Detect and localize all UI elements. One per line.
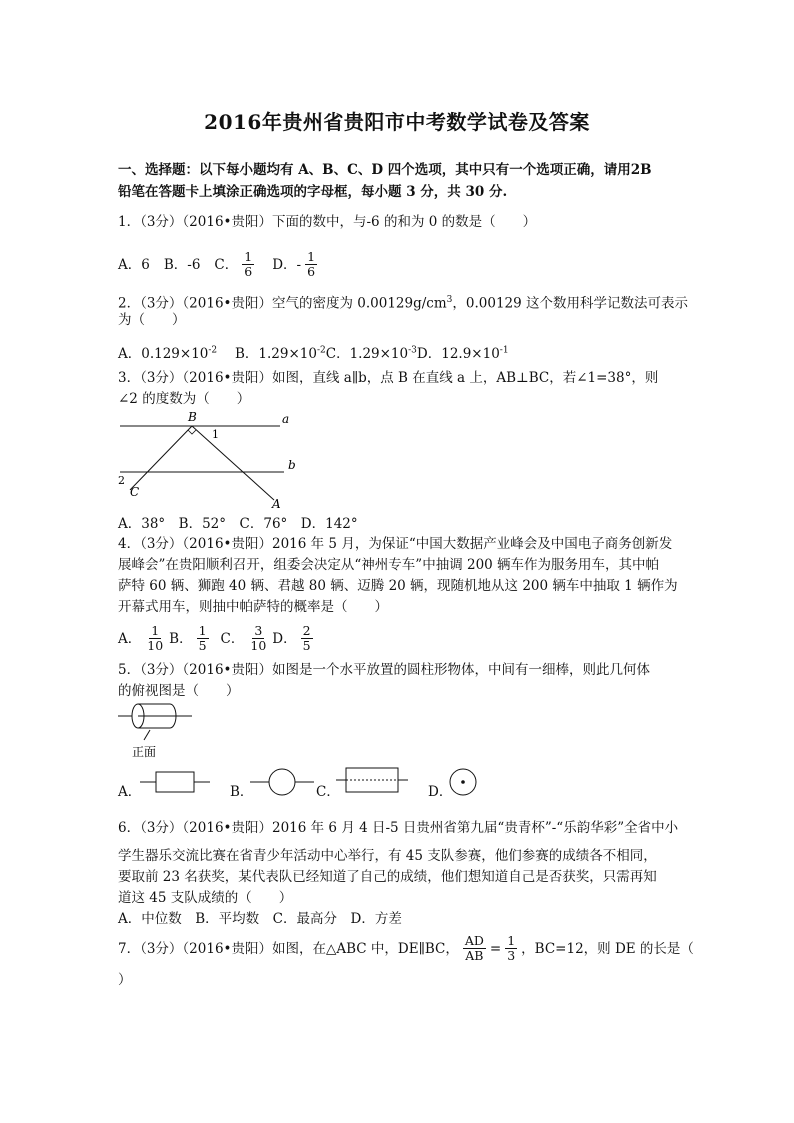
q2-option-d-text: D．12.9×10 — [416, 345, 500, 362]
q5-option-b-label: B． — [230, 784, 254, 800]
q7-fraction-ad-ab — [463, 934, 486, 963]
numerator: 1 — [507, 933, 516, 948]
q4-option-d-fraction — [301, 624, 313, 653]
denominator: 10 — [147, 638, 164, 653]
numerator: 1 — [151, 623, 160, 638]
q6-stem-line3: 要取前 23 名获奖，某代表队已经知道了自己的成绩，他们想知道自己是否获奖，只需再知 — [118, 869, 657, 885]
q5-option-b-figure — [250, 766, 314, 800]
segment-bc — [130, 426, 192, 490]
q2-option-b — [235, 346, 326, 362]
q4-option-b-fraction — [197, 624, 209, 653]
q4-option-d — [272, 624, 316, 653]
q5-option-a-label: A． — [118, 784, 142, 800]
page-title: 2016年贵州省贵阳市中考数学试卷及答案 — [204, 110, 590, 134]
q5-option-a-figure — [140, 766, 210, 800]
q5-option-c-figure — [336, 764, 408, 800]
label-angle-2: 2 — [118, 474, 125, 487]
denominator: 5 — [198, 638, 207, 653]
q1-option-c-fraction — [242, 250, 254, 279]
q4-option-a-fraction — [145, 624, 165, 653]
right-angle-mark — [188, 430, 196, 434]
label-angle-1: 1 — [212, 428, 219, 441]
q1-option-d-fraction — [305, 250, 317, 279]
label-B: B — [188, 410, 197, 424]
q6-options: A．中位数 B．平均数 C．最高分 D．方差 — [118, 911, 402, 927]
label-A: A — [272, 497, 281, 510]
q4-stem-line1: 4．（3分）（2016•贵阳）2016 年 5 月，为保证“中国大数据产业峰会及中国电子商务创新发 — [118, 536, 673, 552]
q2-option-a-text: A．0.129×10 — [118, 345, 209, 362]
q4-options — [118, 624, 317, 653]
q2-option-c-text: C．1.29×10 — [325, 345, 409, 362]
q4-stem-line3: 萨特 60 辆、狮跑 40 辆、君越 80 辆、迈腾 20 辆，现随机地从这 200 辆车中抽取 1 辆作为 — [118, 578, 678, 594]
denominator: 5 — [302, 638, 311, 653]
numerator: AD — [464, 933, 484, 948]
q2-stem-sup: 3 — [446, 295, 453, 305]
denominator: 6 — [307, 264, 316, 279]
q4-option-c-label: C． — [220, 630, 245, 647]
q7-fraction-one-third — [505, 934, 517, 963]
q4-stem-line4: 开幕式用车，则抽中帕萨特的概率是（ ） — [118, 599, 388, 615]
section-instruction-line2: 铅笔在答题卡上填涂正确选项的字母框，每小题 3 分，共 30 分. — [118, 184, 508, 200]
denominator: 3 — [507, 948, 516, 963]
q6-stem-line2: 学生器乐交流比赛在省青少年活动中心举行，有 45 支队参赛，他们参赛的成绩各不相同， — [118, 848, 657, 864]
q1-option-c-label: C． — [214, 256, 239, 273]
q2-stem-line2: 为（ ） — [118, 312, 186, 328]
q1-option-d-label: D．- — [272, 256, 302, 273]
q2-stem-text: 2．（3分）（2016•贵阳）空气的密度为 0.00129g/cm — [118, 295, 447, 312]
q4-option-a-label: A． — [118, 630, 142, 647]
q5-option-c-label: C． — [316, 784, 340, 800]
denominator: 6 — [244, 264, 253, 279]
q1-stem: 1．（3分）（2016•贵阳）下面的数中，与-6 的和为 0 的数是（ ） — [118, 214, 537, 230]
q4-option-d-label: D． — [272, 630, 297, 647]
q5-stem-line1: 5．（3分）（2016•贵阳）如图是一个水平放置的圆柱形物体，中间有一细棒，则此几何体 — [118, 662, 650, 678]
q2-option-b-sup: -2 — [316, 345, 326, 355]
q4-option-b-label: B． — [169, 630, 193, 647]
q7-stem-pre: 7．（3分）（2016•贵阳）如图，在△ABC 中，DE∥BC， — [118, 940, 459, 957]
q2-option-a — [118, 346, 217, 362]
q2-options — [118, 340, 678, 364]
label-a: a — [282, 412, 290, 426]
q1-option-b: B．-6 — [163, 256, 201, 273]
q2-option-d — [417, 346, 509, 362]
q5-option-d-label: D． — [428, 784, 453, 800]
q1-options — [118, 250, 321, 279]
q5-stem-line2: 的俯视图是（ ） — [118, 683, 240, 699]
q7-stem-line1 — [118, 934, 694, 963]
q4-option-a — [118, 624, 169, 653]
q5-cylinder-figure — [116, 700, 196, 762]
q3-stem-line1: 3．（3分）（2016•贵阳）如图，直线 a∥b，点 B 在直线 a 上，AB⊥BC，若∠1=38°，则 — [118, 370, 659, 386]
q2-option-a-sup: -2 — [208, 345, 218, 355]
numerator: 2 — [302, 623, 311, 638]
q5-option-d-figure — [446, 766, 480, 800]
q3-stem-line2: ∠2 的度数为（ ） — [118, 391, 251, 407]
q1-option-d — [272, 250, 321, 279]
q1-option-a: A．6 — [118, 256, 150, 273]
numerator: 3 — [254, 623, 263, 638]
label-C: C — [130, 485, 140, 499]
q1-option-c — [214, 250, 258, 279]
q2-stem-tail: ，0.00129 这个数用科学记数法可表示 — [452, 295, 689, 312]
denominator: AB — [465, 948, 484, 963]
q2-option-c — [326, 346, 417, 362]
q3-options: A．38° B．52° C．76° D．142° — [118, 516, 358, 532]
circle — [269, 769, 295, 795]
segment-ba — [192, 426, 274, 500]
q6-stem-line4: 道这 45 支队成绩的（ ） — [118, 890, 293, 906]
q4-stem-line2: 展峰会”在贵阳顺利召开，组委会决定从“神州专车”中抽调 200 辆车作为服务用车，其中帕 — [118, 557, 660, 573]
front-label: 正面 — [132, 745, 157, 759]
q4-option-b — [169, 624, 212, 653]
q2-option-c-sup: -3 — [408, 345, 417, 355]
denominator: 10 — [250, 638, 267, 653]
q4-option-c — [221, 624, 273, 653]
q7-stem-line2: ） — [118, 972, 132, 988]
q6-stem-line1: 6．（3分）（2016•贵阳）2016 年 6 月 4 日-5 日贵州省第九届“贵青杯”-“乐韵华彩”全省中小 — [118, 820, 679, 836]
q2-option-d-sup: -1 — [499, 345, 509, 355]
numerator: 1 — [307, 249, 316, 264]
q3-figure — [112, 408, 312, 510]
rectangle — [156, 772, 194, 792]
q7-stem-post: ，BC=12，则 DE 的长是（ — [521, 940, 694, 957]
section-instruction-line1: 一、选择题：以下每小题均有 A、B、C、D 四个选项，其中只有一个选项正确，请用2B — [118, 162, 652, 178]
q7-equals: = — [489, 940, 502, 957]
numerator: 1 — [198, 623, 207, 638]
front-pointer — [144, 730, 150, 740]
q2-option-b-text: B．1.29×10 — [234, 345, 317, 362]
q4-option-c-fraction — [248, 624, 268, 653]
center-dot — [461, 780, 465, 784]
numerator: 1 — [244, 249, 253, 264]
label-b: b — [288, 458, 296, 472]
